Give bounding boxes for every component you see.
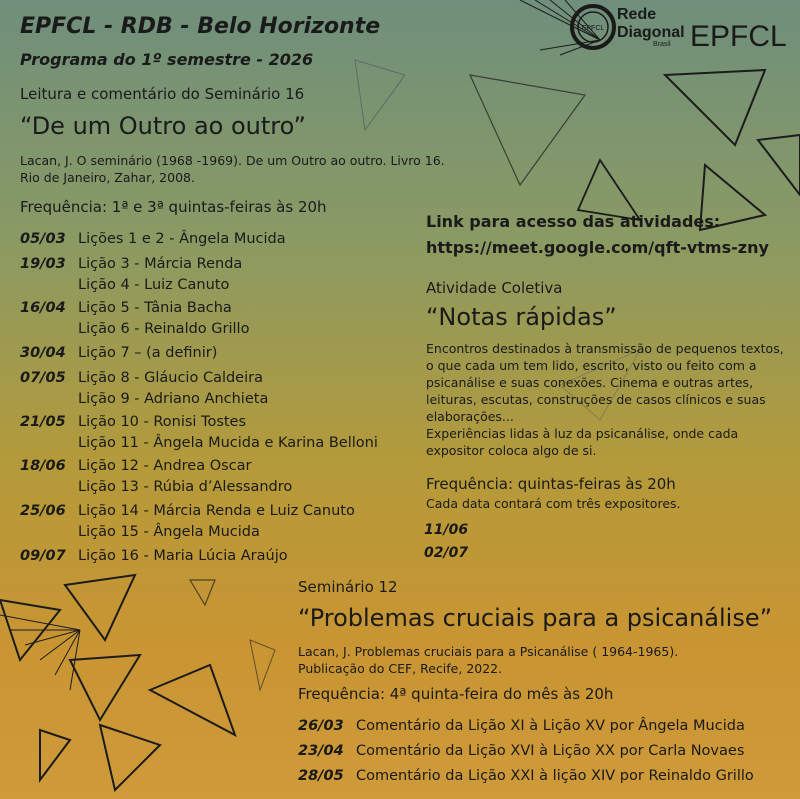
coletiva-description (426, 340, 786, 459)
coletiva-description-line: leituras, escutas, construções de casos clínicos e suas (426, 392, 766, 407)
coletiva-description-line: elaborações... (426, 409, 514, 424)
schedule-row (20, 412, 378, 454)
page-title: EPFCL - RDB - Belo Horizonte (20, 14, 381, 39)
seminar16-reference-2: Rio de Janeiro, Zahar, 2008. (20, 170, 195, 185)
schedule-lesson: Lição 3 - Márcia Renda (78, 256, 243, 272)
seminar12-date: 23/04 (298, 743, 344, 759)
seminar12-row (298, 768, 754, 784)
seminar16-label: Leitura e comentário do Seminário 16 (20, 85, 305, 103)
seminar16-frequency: Frequência: 1ª e 3ª quintas-feiras às 20h (20, 198, 327, 216)
seminar12-comment: Comentário da Lição XI à Lição XV por Ângela Mucida (356, 718, 745, 734)
logo-brasil-text: Brasil (653, 41, 671, 48)
schedule-date: 09/07 (20, 548, 66, 564)
logo-graphic (565, 2, 797, 52)
schedule-row (20, 456, 292, 498)
schedule-date: 16/04 (20, 300, 66, 316)
schedule-row (20, 298, 249, 340)
coletiva-note: Cada data contará com três expositores. (426, 496, 681, 511)
schedule-date: 30/04 (20, 345, 66, 361)
schedule-lesson: Lição 10 - Ronisi Tostes (78, 414, 247, 430)
seminar12-frequency: Frequência: 4ª quinta-feira do mês às 20h (298, 685, 614, 703)
coletiva-title: “Notas rápidas” (426, 303, 617, 331)
schedule-lesson: Lição 4 - Luiz Canuto (78, 277, 230, 293)
seminar12-label: Seminário 12 (298, 578, 398, 596)
schedule-date: 25/06 (20, 503, 66, 519)
schedule-lesson: Lição 16 - Maria Lúcia Araújo (78, 548, 288, 564)
coletiva-description-line: Experiências lidas à luz da psicanálise, onde cada (426, 426, 739, 441)
seminar12-reference-1: Lacan, J. Problemas cruciais para a Psicanálise ( 1964-1965). (298, 644, 679, 659)
schedule-lesson: Lições 1 e 2 - Ângela Mucida (78, 231, 286, 247)
coletiva-date: 11/06 (424, 522, 469, 538)
schedule-date: 05/03 (20, 231, 66, 247)
schedule-lesson: Lição 13 - Rúbia d’Alessandro (78, 479, 293, 495)
page-subtitle: Programa do 1º semestre - 2026 (20, 50, 314, 69)
logo-epfcl-text: EPFCL (690, 20, 787, 52)
seminar12-title: “Problemas cruciais para a psicanálise” (298, 604, 773, 632)
schedule-lesson: Lição 9 - Adriano Anchieta (78, 391, 269, 407)
coletiva-date: 02/07 (424, 545, 469, 561)
coletiva-label: Atividade Coletiva (426, 279, 563, 297)
schedule-lesson: Lição 14 - Márcia Renda e Luiz Canuto (78, 503, 355, 519)
logos (565, 2, 797, 52)
coletiva-description-line: psicanálise e suas conexões. Cinema e outras artes, (426, 375, 754, 390)
schedule-date: 18/06 (20, 458, 66, 474)
seminar16-title: “De um Outro ao outro” (20, 112, 306, 140)
coletiva-description-line: o que cada um tem lido, escrito, visto ou feito com a (426, 358, 757, 373)
schedule-lesson: Lição 15 - Ângela Mucida (78, 524, 260, 540)
schedule-lesson: Lição 7 – (a definir) (78, 345, 218, 361)
logo-diagonal-text: Diagonal (617, 24, 685, 41)
schedule-lesson: Lição 11 - Ângela Mucida e Karina Belloni (78, 435, 378, 451)
schedule-lesson: Lição 6 - Reinaldo Grillo (78, 321, 250, 337)
schedule-row (20, 546, 288, 567)
schedule-lesson: Lição 5 - Tânia Bacha (78, 300, 232, 316)
schedule-row (20, 501, 355, 543)
coletiva-frequency: Frequência: quintas-feiras às 20h (426, 475, 676, 493)
schedule-date: 07/05 (20, 370, 66, 386)
seminar16-reference-1: Lacan, J. O seminário (1968 -1969). De um Outro ao outro. Livro 16. (20, 153, 445, 168)
seminar12-row (298, 743, 744, 759)
schedule-lesson: Lição 12 - Andrea Oscar (78, 458, 252, 474)
coletiva-description-line: Encontros destinados à transmissão de pequenos textos, (426, 341, 784, 356)
schedule-row (20, 254, 242, 296)
coletiva-description-line: expositor coloca algo de si. (426, 443, 597, 458)
schedule-row (20, 229, 286, 250)
schedule-row (20, 368, 268, 410)
seminar12-reference-2: Publicação do CEF, Recife, 2022. (298, 661, 503, 676)
schedule-date: 19/03 (20, 256, 66, 272)
seminar12-date: 28/05 (298, 768, 344, 784)
meeting-link[interactable]: https://meet.google.com/qft-vtms-zny (426, 238, 769, 257)
meeting-link-heading: Link para acesso das atividades: (426, 212, 721, 231)
schedule-date: 21/05 (20, 414, 66, 430)
seminar12-date: 26/03 (298, 718, 344, 734)
seminar12-comment: Comentário da Lição XVI à Lição XX por Carla Novaes (356, 743, 745, 759)
logo-circle-text: EPFCL (581, 25, 605, 32)
schedule-row (20, 343, 217, 364)
seminar12-comment: Comentário da Lição XXI à lição XIV por Reinaldo Grillo (356, 768, 754, 784)
seminar12-row (298, 718, 745, 734)
logo-rede-text: Rede (617, 6, 657, 23)
schedule-lesson: Lição 8 - Gláucio Caldeira (78, 370, 263, 386)
